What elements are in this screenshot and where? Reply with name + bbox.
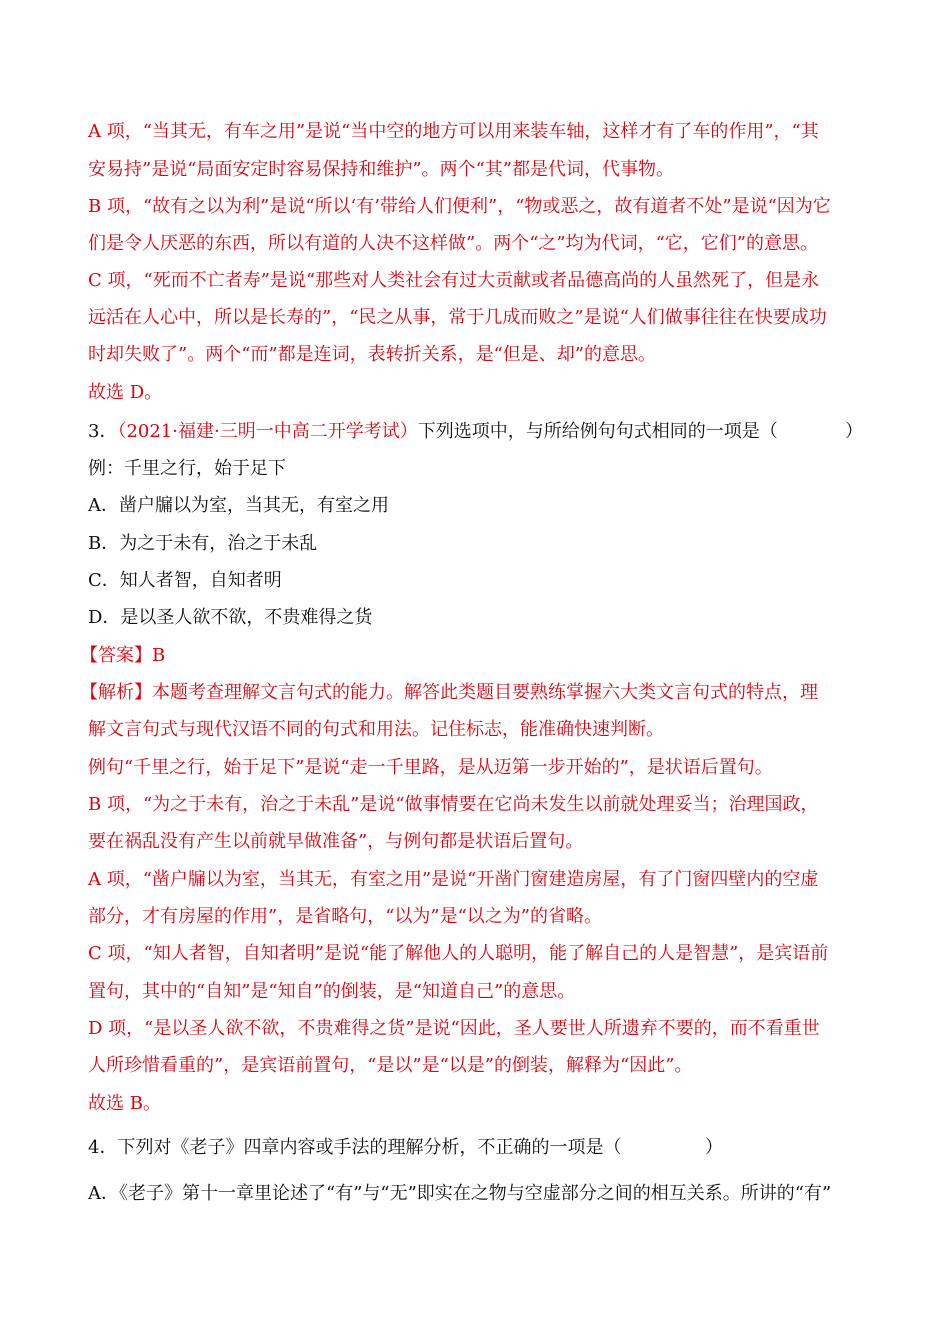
question-source: （2021·福建·三明一中高二开学考试）: [117, 421, 418, 442]
analysis-line: 安易持”是说“局面安定时容易保持和维护”。两个“其”都是代词，代事物。: [88, 159, 675, 180]
question-number: 3．: [88, 421, 118, 442]
conclusion-line: 故选 D。: [88, 382, 163, 403]
analysis-line: C 项，“知人者智，自知者明”是说“能了解他人的人聪明，能了解自己的人是智慧”，是宾语前: [88, 943, 829, 964]
analysis-line: B 项，“为之于未有，治之于未乱”是说“做事情要在它尚未发生以前就处理妥当；治理国政，: [88, 794, 819, 815]
analysis-line: 要在祸乱没有产生以前就早做准备”，与例句都是状语后置句。: [88, 831, 584, 852]
analysis-line: C 项，“死而不亡者寿”是说“那些对人类社会有过大贡献或者品德高尚的人虽然死了，但是永: [88, 270, 820, 291]
question-4-stem: 4．下列对《老子》四章内容或手法的理解分析，不正确的一项是（: [88, 1137, 622, 1158]
analysis-line: A 项，“凿户牖以为室，当其无，有室之用”是说“开凿门窗建造房屋，有了门窗四壁内的空虚: [88, 869, 819, 890]
analysis-line: 时却失败了”。两个“而”都是连词，表转折关系，是“但是、却”的意思。: [88, 344, 657, 365]
analysis-line: 解文言句式与现代汉语不同的句式和用法。记住标志，能准确快速判断。: [88, 719, 664, 740]
option-d: D．是以圣人欲不欲，不贵难得之货: [88, 607, 373, 628]
analysis-line: [80, 681, 818, 705]
answer-blank-close: ）: [845, 421, 863, 442]
option-a: A．凿户牖以为室，当其无，有室之用: [88, 495, 389, 516]
option-a: A．《老子》第十一章里论述了“有”与“无”即实在之物与空虚部分之间的相互关系。所讲的“有”: [88, 1183, 832, 1204]
option-c: C．知人者智，自知者明: [88, 570, 282, 591]
option-b: B．为之于未有，治之于未乱: [88, 533, 318, 554]
answer-value: B: [152, 645, 166, 666]
analysis-label: 【解析】: [80, 682, 152, 703]
analysis-line: A 项，“当其无，有车之用”是说“当中空的地方可以用来装车轴，这样才有了车的作用”，“其: [88, 121, 819, 142]
answer-blank-close: ）: [705, 1137, 723, 1158]
answer-label: 【答案】: [80, 645, 152, 666]
analysis-line: 远活在人心中，所以是长寿的”，“民之从事，常于几成而败之”是说“人们做事往往在快要成功: [88, 307, 827, 328]
question-text: 下列选项中，与所给例句句式相同的一项是（: [417, 421, 778, 442]
analysis-line: 人所珍惜看重的”，是宾语前置句，“是以”是“以是”的倒装，解释为“因此”。: [88, 1055, 693, 1076]
example-sentence: 例：千里之行，始于足下: [88, 458, 286, 479]
question-3-stem: [88, 420, 778, 444]
conclusion-line: 故选 B。: [88, 1093, 161, 1114]
analysis-text: 本题考查理解文言句式的能力。解答此类题目要熟练掌握六大类文言句式的特点，理: [152, 682, 818, 703]
analysis-line: 例句“千里之行，始于足下”是说“走一千里路，是从迈第一步开始的”，是状语后置句。: [88, 757, 773, 778]
analysis-line: 们是令人厌恶的东西，所以有道的人决不这样做”。两个“之”均为代词，“它，它们”的意思。: [88, 233, 819, 254]
analysis-line: D 项，“是以圣人欲不欲，不贵难得之货”是说“因此，圣人要世人所遗弃不要的，而不看重世: [88, 1018, 820, 1039]
answer-line: [80, 644, 165, 668]
analysis-line: B 项，“故有之以为利”是说“所以‘有’带给人们便利”，“物或恶之，故有道者不处”是说“因为它: [88, 196, 831, 217]
analysis-line: 部分，才有房屋的作用”，是省略句，“以为”是“以之为”的省略。: [88, 906, 603, 927]
analysis-line: 置句，其中的“自知”是“知自”的倒装，是“知道自己”的意思。: [88, 981, 576, 1002]
